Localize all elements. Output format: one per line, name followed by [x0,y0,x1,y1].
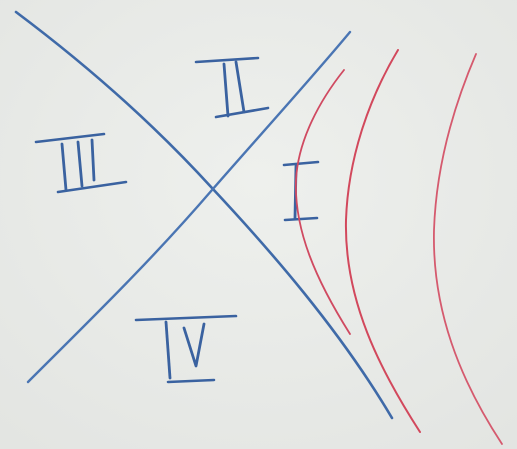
region-label-III-text: III [80,165,81,166]
region-label-I-text: I [300,195,301,196]
region-label-II-text: II [230,90,231,91]
region-label-IV-text: IV [185,350,186,351]
